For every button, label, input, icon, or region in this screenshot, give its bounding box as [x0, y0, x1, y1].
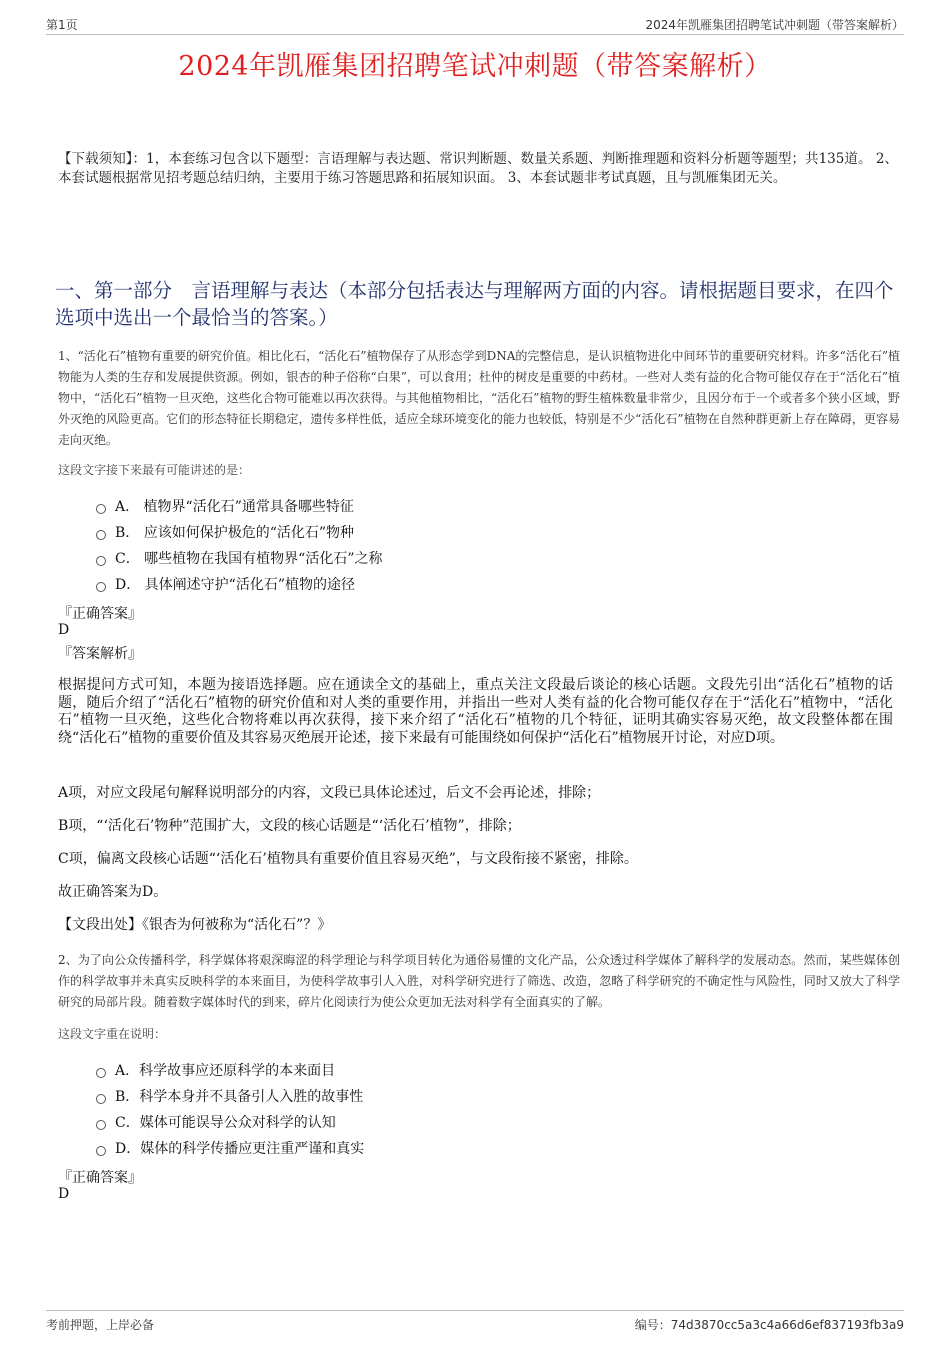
option-label: C．媒体可能误导公众对科学的认知: [115, 1115, 336, 1131]
section-title: 一、第一部分 言语理解与表达（本部分包括表达与理解两方面的内容。请根据题目要求，在四个选项中选出一个最恰当的答案。）: [55, 279, 894, 329]
question-1-option-c[interactable]: [96, 547, 382, 569]
question-1-note-a: A项，对应文段尾句解释说明部分的内容，文段已具体论述过，后文不会再论述，排除；: [58, 785, 601, 801]
radio-icon[interactable]: [96, 1094, 106, 1104]
radio-icon[interactable]: [96, 582, 106, 592]
radio-icon[interactable]: [96, 504, 106, 514]
question-1-note-c: C项，偏离文段核心话题“‘活化石’植物具有重要价值且容易灭绝”，与文段衔接不紧密，排除。: [58, 851, 638, 867]
question-2-option-b[interactable]: [96, 1085, 363, 1107]
radio-icon[interactable]: [96, 530, 106, 540]
option-label: B．科学本身并不具备引人入胜的故事性: [115, 1089, 364, 1105]
question-2-answer-label: 『正确答案』: [58, 1170, 142, 1186]
question-2-option-d[interactable]: [96, 1137, 364, 1159]
question-1-prompt: 这段文字接下来最有可能讲述的是：: [58, 463, 251, 477]
option-label: A．科学故事应还原科学的本来面目: [115, 1063, 336, 1079]
question-2-prompt: 这段文字重在说明：: [58, 1027, 167, 1041]
footer-serial: 编号：74d3870cc5a3c4a66d6ef837193fb3a9: [634, 1318, 904, 1332]
question-1-analysis: 根据提问方式可知，本题为接语选择题。应在通读全文的基础上，重点关注文段最后谈论的核心话题。文段先引出“活化石”植物的话题，随后介绍了“活化石”植物的研究价值和对人类的重要作用，并指出一些对人类有益的化合物可能仅存在于“活化石”植物中，“活化石”植物一旦灭绝，这些化合物将难以再次获得，接下来介绍了“活化石”植物的几个特征，证明其确实容易灭绝，故文段整体都在围绕“活化石”植物的重要价值及其容易灭绝展开论述，接下来最有可能围绕如何保护“活化石”植物展开讨论，对应D项。: [58, 677, 893, 746]
page-title: 2024年凯雁集团招聘笔试冲刺题（带答案解析）: [178, 51, 772, 82]
question-1-conclusion: 故正确答案为D。: [58, 884, 168, 900]
question-1-option-b[interactable]: [96, 521, 354, 543]
download-notice: 【下载须知】：1，本套练习包含以下题型：言语理解与表达题、常识判断题、数量关系题、判断推理题和资料分析题等题型；共135道。 2、本套试题根据常见招考题总结归纳，主要用于练习答题思路和拓展知识面。 3、本套试题非考试真题，且与凯雁集团无关。: [58, 151, 898, 186]
question-1-analysis-label: 『答案解析』: [58, 646, 142, 662]
page-header: [46, 14, 904, 35]
question-1-option-a[interactable]: [96, 495, 354, 517]
question-2-option-c[interactable]: [96, 1111, 336, 1133]
option-label: D．媒体的科学传播应更注重严谨和真实: [115, 1141, 365, 1157]
question-1-answer: D: [58, 622, 70, 638]
page-number: 第1页: [46, 18, 78, 32]
radio-icon[interactable]: [96, 556, 106, 566]
question-2-text: 2、为了向公众传播科学，科学媒体将艰深晦涩的科学理论与科学项目转化为通俗易懂的文化产品，公众透过科学媒体了解科学的发展动态。然而，某些媒体创作的科学故事并未真实反映科学的本来面目，为使科学故事引人入胜，对科学研究进行了筛选、改造，忽略了科学研究的不确定性与风险性，同时又放大了科学研究的局部片段。随着数字媒体时代的到来，碎片化阅读行为使公众更加无法对科学有全面真实的了解。: [58, 953, 900, 1009]
question-2-answer: D: [58, 1186, 70, 1202]
option-label: A． 植物界“活化石”通常具备哪些特征: [115, 499, 354, 515]
option-label: B． 应该如何保护极危的“活化石”物种: [115, 525, 355, 541]
question-2-option-a[interactable]: [96, 1059, 335, 1081]
option-label: C． 哪些植物在我国有植物界“活化石”之称: [115, 551, 383, 567]
question-1-note-b: B项，“‘活化石’物种”范围扩大，文段的核心话题是“‘活化石’植物”，排除；: [58, 818, 521, 834]
footer-slogan: 考前押题，上岸必备: [46, 1318, 155, 1332]
question-1-answer-label: 『正确答案』: [58, 606, 142, 622]
radio-icon[interactable]: [96, 1146, 106, 1156]
question-1-source: 【文段出处】《银杏为何被称为“活化石”？》: [58, 917, 332, 933]
header-doc-title: 2024年凯雁集团招聘笔试冲刺题（带答案解析）: [645, 18, 904, 32]
question-1-option-d[interactable]: [96, 573, 355, 595]
page-footer: [46, 1310, 904, 1335]
radio-icon[interactable]: [96, 1068, 106, 1078]
radio-icon[interactable]: [96, 1120, 106, 1130]
option-label: D． 具体阐述守护“活化石”植物的途径: [115, 577, 355, 593]
question-1-text: 1、“活化石”植物有重要的研究价值。相比化石，“活化石”植物保存了从形态学到DNA的完整信息，是认识植物进化中间环节的重要研究材料。许多“活化石”植物能为人类的生存和发展提供资源。例如，银杏的种子俗称“白果”，可以食用；杜仲的树皮是重要的中药材。一些对人类有益的化合物可能仅存在于“活化石”植物中，“活化石”植物一旦灭绝，这些化合物可能难以再次获得。与其他植物相比，“活化石”植物的野生植株数量非常少，且因分布于一个或者多个狭小区域，野外灭绝的风险更高。它们的形态特征长期稳定，遗传多样性低，适应全球环境变化的能力也较低，特别是不少“活化石”植物在自然种群更新上存在障碍，更容易走向灭绝。: [58, 349, 900, 447]
